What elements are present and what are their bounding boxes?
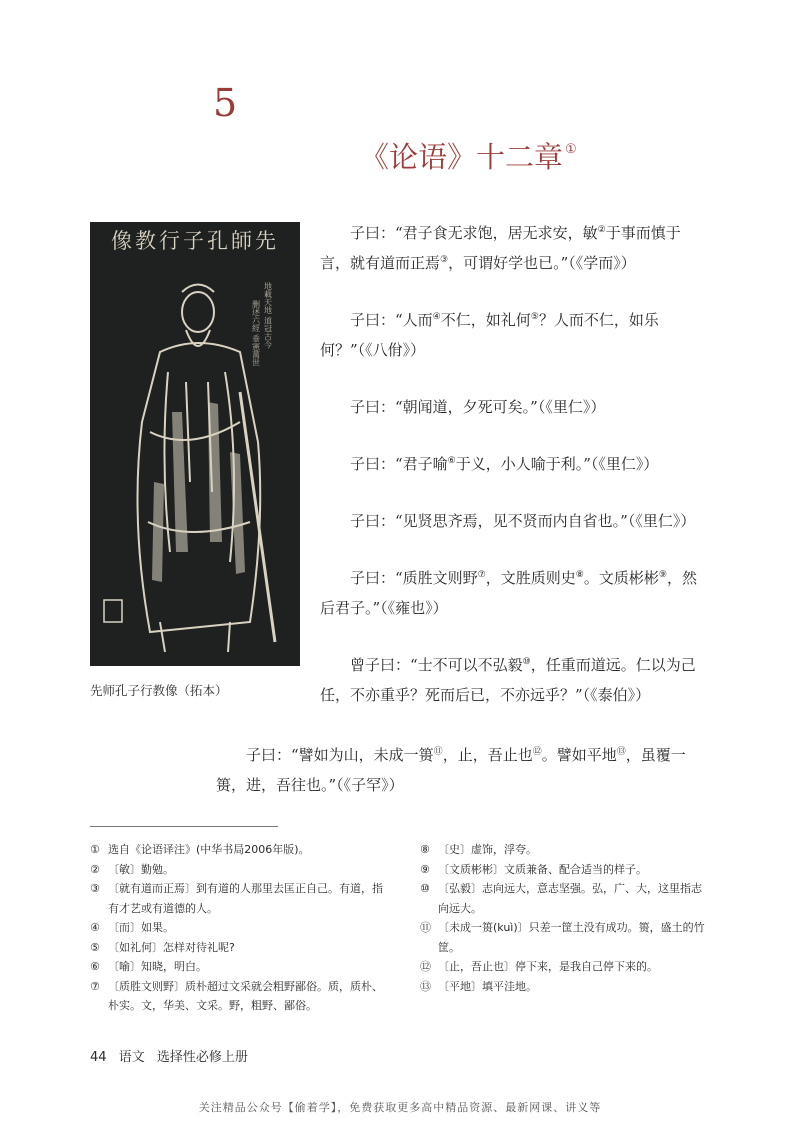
footnote-number: ⑤: [90, 940, 100, 954]
paragraph-text: ，止，吾止也: [442, 746, 533, 764]
footnote-number: ②: [90, 862, 100, 876]
footnote-mark: ⑩: [522, 657, 531, 667]
paragraph-zihan: [216, 740, 706, 800]
paragraph-text: 曾子曰：“士不可以不弘毅: [350, 656, 523, 674]
rubbing-illustration: [90, 222, 300, 666]
inscription-text: 像教行子孔師先: [111, 229, 279, 253]
paragraph-text: 子曰：“质胜文则野: [350, 569, 478, 587]
promo-banner: 关注精品公众号【偷着学】，免费获取更多高中精品资源、最新网课、讲义等: [198, 1101, 602, 1114]
analects-paragraph: [320, 650, 708, 710]
footnote-item: [420, 840, 710, 860]
page-footer: [90, 1046, 256, 1065]
footnote-text: 〔平地〕填平洼地。: [438, 979, 537, 993]
paragraph-text: ，可谓好学也已。”（《学而》）: [448, 254, 636, 272]
footnote-item: [90, 977, 390, 1016]
footnote-item: [90, 938, 390, 958]
footnote-item: [90, 879, 390, 918]
footnote-text: 〔敏〕勤勉。: [108, 862, 174, 876]
footnote-mark: ⑥: [447, 456, 456, 466]
footnote-number: ⑬: [420, 979, 431, 993]
paragraph-text: 子曰：“朝闻道，夕死可矣。”（《里仁》）: [350, 398, 606, 416]
footnote-number: ⑨: [420, 862, 430, 876]
footnote-item: [90, 918, 390, 938]
paragraph-text: 子曰：“譬如为山，未成一篑: [246, 746, 434, 764]
footnote-text: 选自《论语译注》(中华书局2006年版)。: [108, 843, 310, 856]
footnotes-left-column: [90, 840, 390, 1016]
paragraph-text: 于事而慎于言，就有道而正焉: [320, 224, 681, 272]
analects-paragraph: [320, 392, 708, 422]
footnote-mark: ⑫: [532, 747, 542, 757]
confucius-rubbing-image: [90, 222, 300, 666]
figure-caption: 先师孔子行教像（拓本）: [90, 683, 228, 698]
page-number: 44: [90, 1050, 107, 1065]
footnote-mark: ⑬: [616, 747, 626, 757]
paragraph-text: 子曰：“君子喻: [350, 455, 448, 473]
footnote-text: 〔如礼何〕怎样对待礼呢?: [108, 940, 235, 954]
footnote-number: ④: [90, 921, 100, 934]
analects-paragraph: [320, 218, 708, 278]
paragraph-text: ，虽覆一篑，进，吾往也。”（《子罕》）: [216, 746, 686, 794]
analects-paragraph: [320, 449, 708, 479]
footnote-item: [420, 977, 710, 997]
footnote-text: 〔就有道而正焉〕到有道的人那里去匡正自己。有道，指有才艺或有道德的人。: [108, 882, 383, 915]
footnote-item: [90, 957, 390, 977]
footnote-mark: ⑤: [530, 312, 539, 322]
footnote-text: 〔止，吾止也〕停下来，是我自己停下来的。: [438, 960, 658, 973]
footnote-item: [420, 918, 710, 957]
paragraph-text: 不仁，如礼何: [440, 311, 531, 329]
main-text-column: [320, 218, 708, 737]
analects-paragraph: [320, 305, 708, 365]
footnote-item: [420, 860, 710, 880]
analects-paragraph: [320, 506, 708, 536]
analects-paragraph: [320, 563, 708, 623]
footnote-item: [90, 840, 390, 860]
footnote-mark: ⑦: [477, 570, 486, 580]
title-footnote-mark: ①: [565, 142, 577, 157]
paragraph-text: 子曰：“人而: [350, 311, 433, 329]
paragraph-text: ，然后君子。”（《雍也》）: [320, 569, 697, 617]
footnote-item: [90, 860, 390, 880]
footnote-number: ⑪: [420, 921, 431, 934]
paragraph-text: ，文胜质则史: [485, 569, 576, 587]
footnotes-right-column: [420, 840, 710, 996]
footnote-number: ⑫: [420, 960, 431, 973]
footnote-mark: ③: [440, 255, 449, 265]
footnote-mark: ⑪: [433, 747, 443, 757]
footnote-text: 〔史〕虚饰，浮夸。: [438, 843, 537, 856]
title-text: 《论语》十二章: [360, 140, 564, 174]
footnote-mark: ④: [432, 312, 441, 322]
lesson-number: 5: [213, 81, 238, 125]
footnote-text: 〔未成一篑(kuì)〕只差一筐土没有成功。篑，盛土的竹筐。: [438, 921, 705, 954]
side-inscription-2: 删述六經 垂憲萬世: [251, 300, 261, 367]
footer-book: 选择性必修上册: [156, 1050, 248, 1065]
footnote-number: ⑩: [420, 882, 430, 895]
footnote-text: 〔而〕如果。: [108, 921, 174, 934]
lesson-title: [360, 140, 577, 175]
wide-text-block: [216, 740, 706, 800]
footnote-mark: ⑨: [658, 570, 667, 580]
footnote-item: [420, 957, 710, 977]
paragraph-text: 。譬如平地: [541, 746, 617, 764]
footnote-text: 〔弘毅〕志向远大，意志坚强。弘，广、大，这里指志向远大。: [438, 882, 702, 915]
footnote-mark: ②: [597, 225, 606, 235]
paragraph-text: ，任重而道远。仁以为己任，不亦重乎？死而后已，不亦远乎？”（《泰伯》）: [320, 656, 696, 704]
paragraph-text: 子曰：“见贤思齐焉，见不贤而内自省也。”（《里仁》）: [350, 512, 696, 530]
footnote-number: ③: [90, 882, 100, 895]
paragraph-text: 子曰：“君子食无求饱，居无求安，敏: [350, 224, 598, 242]
footnote-text: 〔喻〕知晓，明白。: [108, 960, 207, 973]
footnote-number: ①: [90, 843, 100, 856]
footnote-number: ⑥: [90, 960, 100, 973]
footnote-number: ⑦: [90, 979, 100, 993]
footnote-item: [420, 879, 710, 918]
side-inscription-1: 地載天地 道冠古今: [263, 282, 273, 349]
paragraph-text: 。文质彬彬: [583, 569, 659, 587]
footnote-text: 〔质胜文则野〕质朴超过文采就会粗野鄙俗。质，质朴、朴实。文，华美、文采。野，粗野、鄙俗。: [108, 979, 383, 1012]
footer-subject: 语文: [118, 1050, 145, 1065]
footnote-divider: [90, 826, 278, 827]
footnote-text: 〔文质彬彬〕文质兼备、配合适当的样子。: [438, 862, 647, 876]
paragraph-text: 于义，小人喻于利。”（《里仁》）: [455, 455, 659, 473]
footnote-number: ⑧: [420, 843, 430, 856]
paragraph-text: ？人而不仁，如乐何？”（《八佾》）: [320, 311, 659, 359]
footnote-mark: ⑧: [575, 570, 584, 580]
